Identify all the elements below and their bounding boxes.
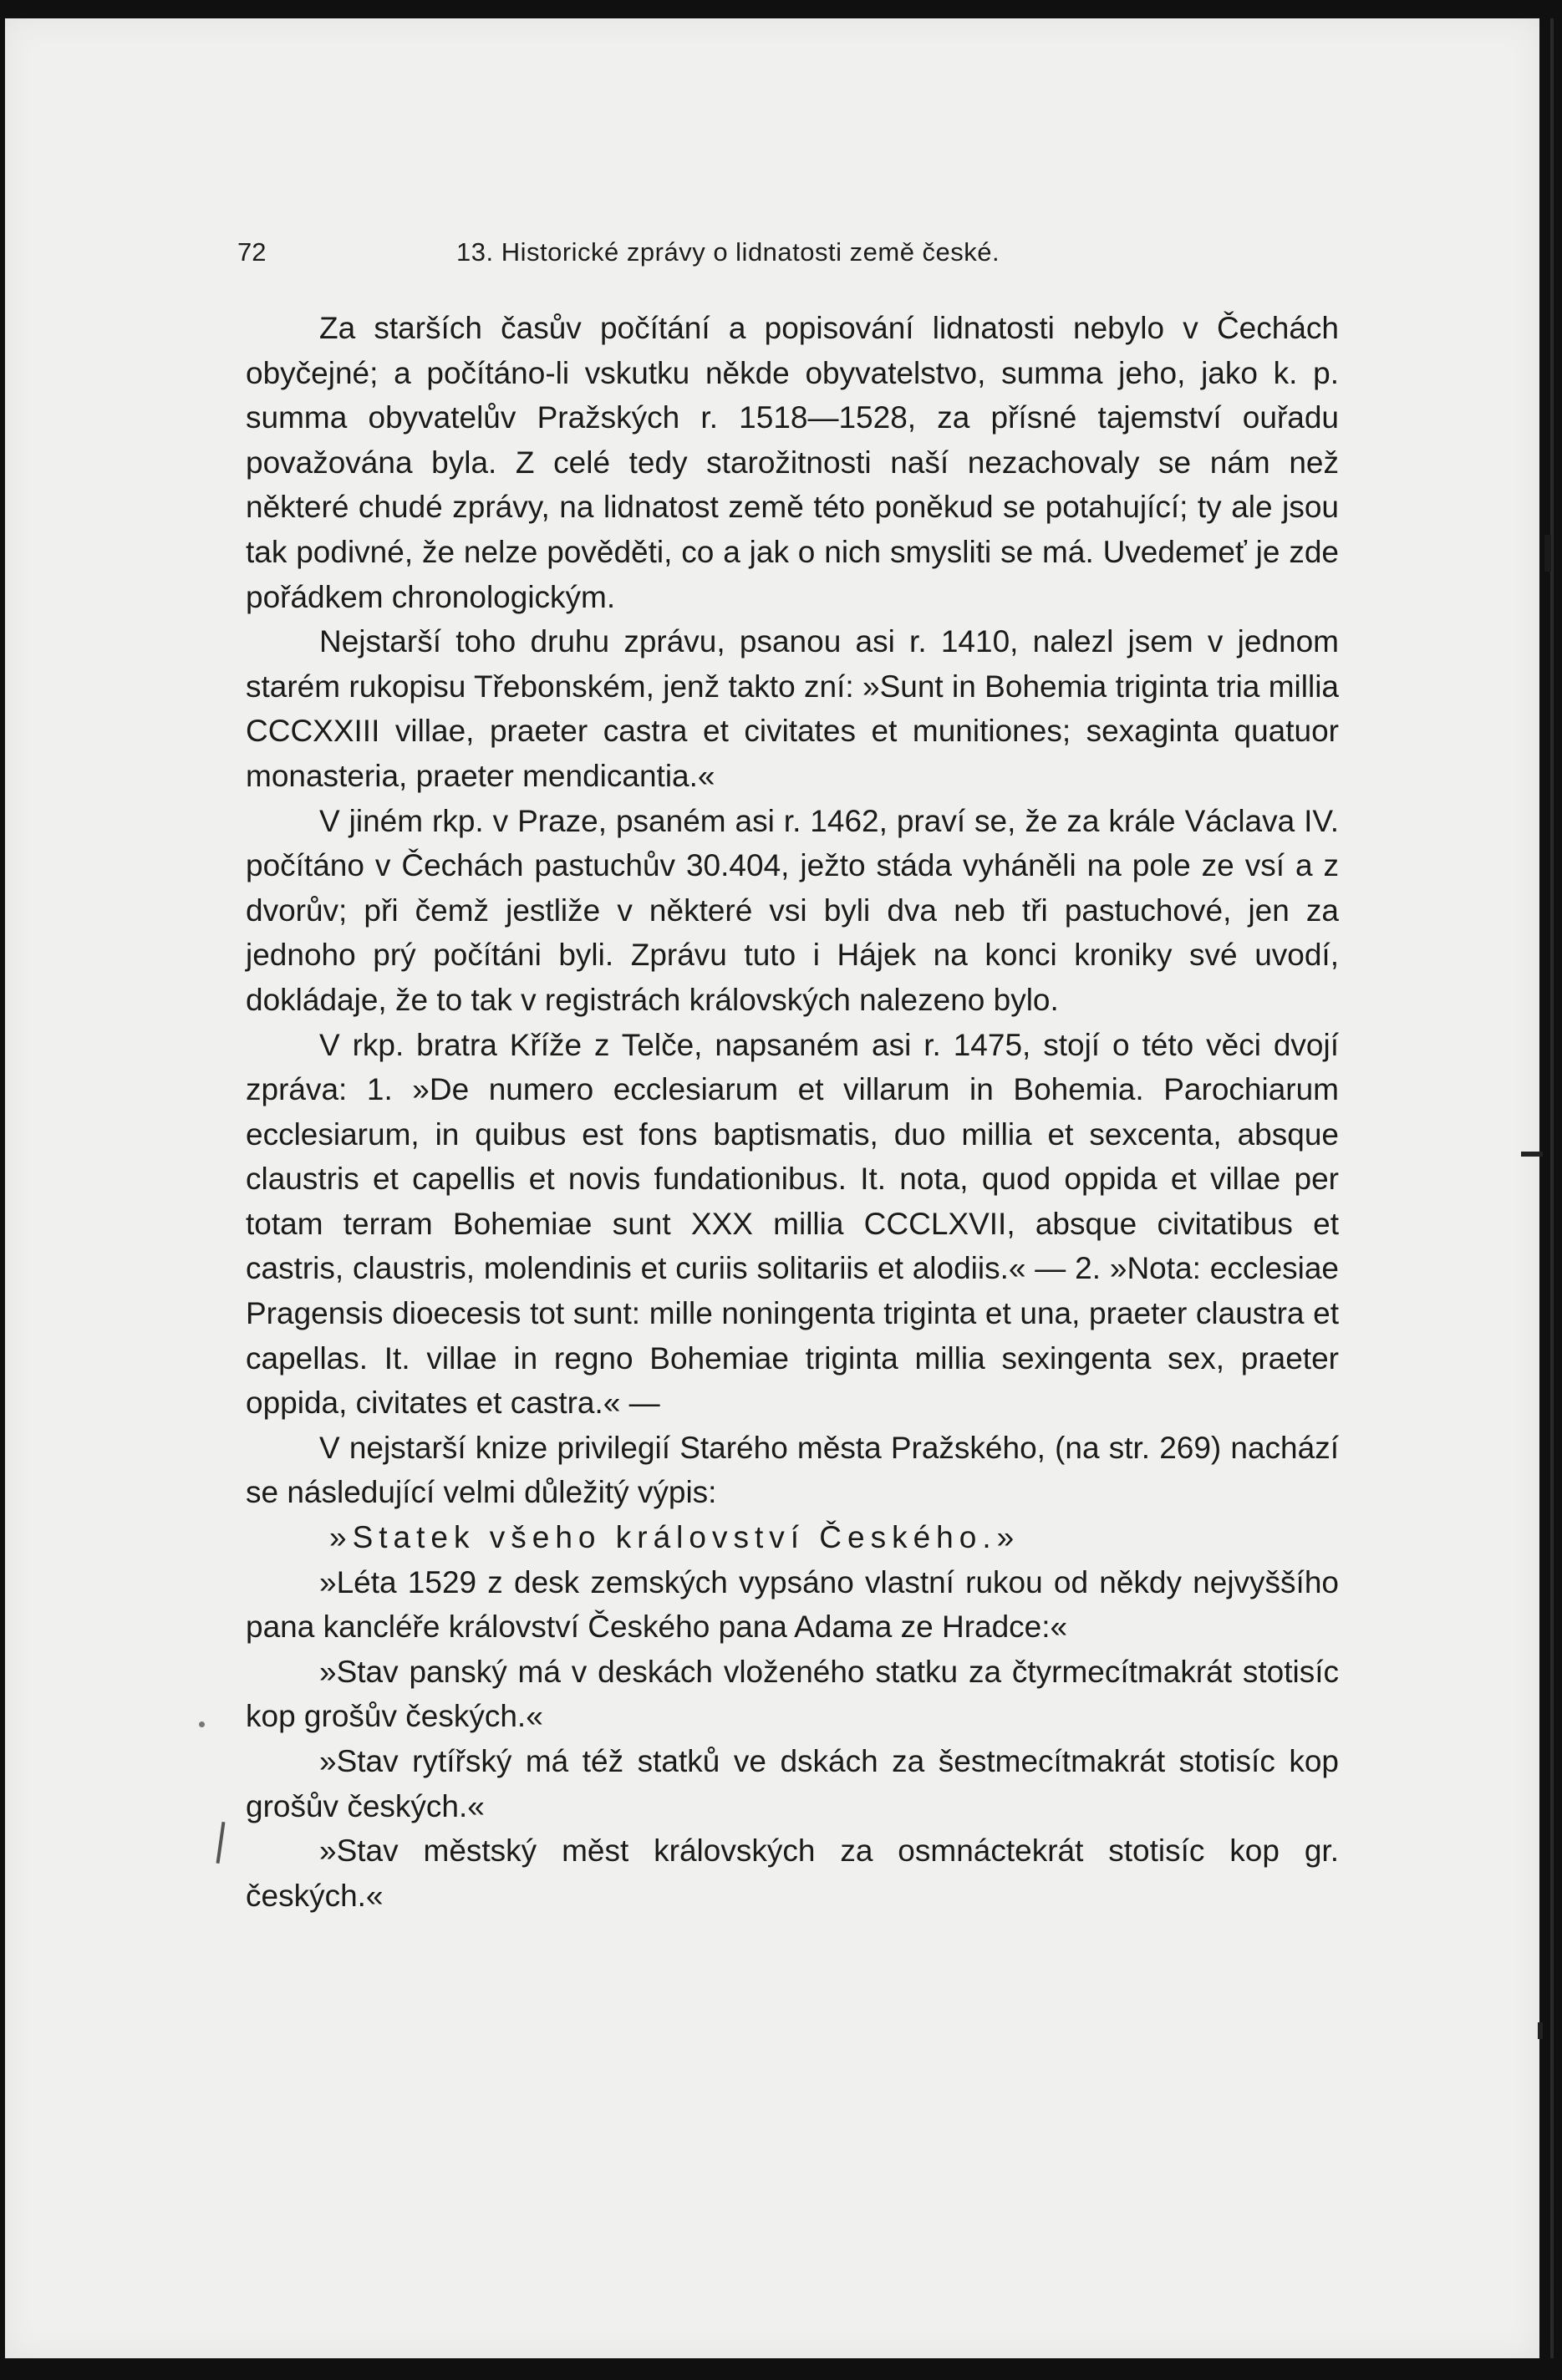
section-heading-statek: »Statek všeho království Českého.»	[329, 1520, 1020, 1555]
paragraph-prague-manuscript: V jiném rkp. v Praze, psaném asi r. 1462, praví se, že za krále Václava IV. počítáno v Čechách pastuchův 30.404, ježto stáda vyháněli na pole ze vsí a z dvorův; při čemž jestliže v některé vsi byli dva neb tři pastuchové, jen za jednoho prý počítáni byli. Zprávu tuto i Hájek na konci kroniky své uvodí, dokládaje, že to tak v registrách královských nalezeno bylo.	[246, 803, 1339, 1017]
entry-lords-estate: »Stav panský má v deskách vloženého statku za čtyrmecítmakrát stotisíc kop grošův českých.«	[246, 1654, 1339, 1734]
body-text	[246, 306, 1339, 1918]
entry-burghers-estate: »Stav městský měst královských za osmnáctekrát stotisíc kop gr. českých.«	[246, 1833, 1339, 1913]
margin-dot	[199, 1721, 205, 1727]
entry-knights-estate: »Stav rytířský má též statků ve dskách za šestmecítmakrát stotisíc kop grošův českých.«	[246, 1744, 1339, 1823]
paragraph-privileges-book: V nejstarší knize privilegií Starého města Pražského, (na str. 269) nachází se následující velmi důležitý výpis:	[246, 1430, 1339, 1510]
margin-mark	[1521, 1152, 1543, 1157]
chapter-title: 13. Historické zprávy o lidnatosti země české.	[456, 237, 1000, 267]
paragraph-intro: Za starších časův počítání a popisování lidnatosti nebylo v Čechách obyčejné; a počítáno-li vskutku někde obyvatelstvo, summa jeho, jako k. p. summa obyvatelův Pražských r. 1518—1528, za přísné tajemství ouřadu považována byla. Z celé tedy starožitnosti naší nezachovaly se nám než některé chudé zprávy, na lidnatost země této poněkud se potahující; ty ale jsou tak podivné, že nelze pověděti, co a jak o nich smysliti se má. Uvedemeť je zde pořádkem chronologickým.	[246, 311, 1339, 614]
margin-mark	[1538, 2022, 1543, 2039]
page-number: 72	[237, 237, 267, 267]
paragraph-trebon-manuscript: Nejstarší toho druhu zprávu, psanou asi r. 1410, nalezl jsem v jednom starém rukopisu Třebonském, jenž takto zní: »Sunt in Bohemia triginta tria millia CCCXXIII villae, praeter castra et civitates et munitiones; sexaginta quatuor monasteria, praeter mendicantia.«	[246, 624, 1339, 793]
page-edge-shadow	[1550, 18, 1554, 2358]
margin-mark	[1544, 535, 1551, 572]
entry-year-1529: »Léta 1529 z desk zemských vypsáno vlastní rukou od někdy nejvyššího pana kancléře království Českého pana Adama ze Hradce:«	[246, 1564, 1339, 1645]
running-head	[237, 237, 1349, 274]
paragraph-kriz-manuscript: V rkp. bratra Kříže z Telče, napsaném asi r. 1475, stojí o této věci dvojí zpráva: 1. »De numero ecclesiarum et villarum in Bohemia. Parochiarum ecclesiarum, in quibus est fons baptismatis, duo millia et sexcenta, absque claustris et capellis et novis fundationibus. It. nota, quod oppida et villae per totam terram Bohemiae sunt XXX millia CCCLXVII, absque civitatibus et castris, claustris, molendinis et curiis solitariis et alodiis.« — 2. »Nota: ecclesiae Pragensis dioecesis tot sunt: mille noningenta triginta et una, praeter claustra et capellas. It. villae in regno Bohemiae triginta millia sexingenta sex, praeter oppida, civitates et castra.« —	[246, 1027, 1339, 1421]
